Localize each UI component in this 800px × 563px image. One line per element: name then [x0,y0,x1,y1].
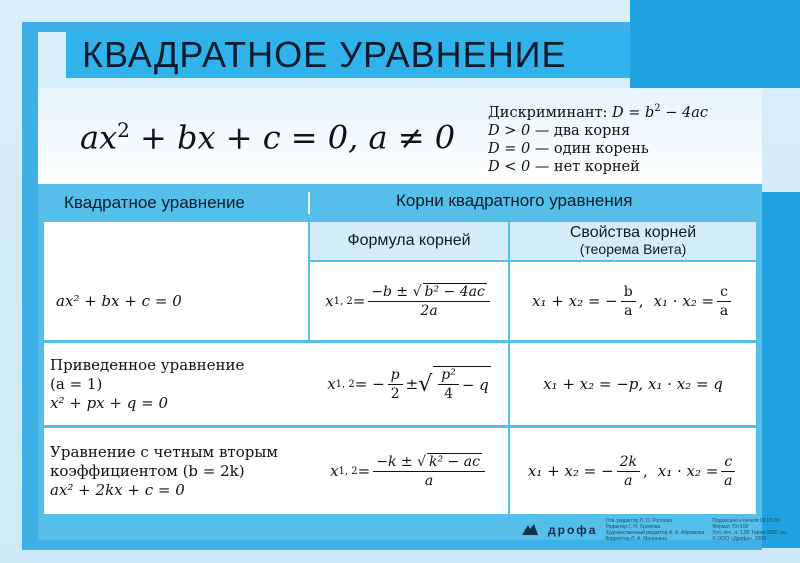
row2-x: x [327,375,336,393]
case-condition: D > 0 [488,122,531,139]
case-condition: D = 0 [488,140,531,157]
row3-line2: коэффициентом (b = 2k) [50,461,245,480]
discriminant-case [488,158,708,176]
row3-denominator [425,472,433,489]
row1-sep: , [638,292,644,310]
row2-rad-num: p² [438,367,459,385]
subheader-props-line2: (теорема Виета) [579,241,687,257]
row2-rad-frac [438,367,459,402]
case-condition: D < 0 [488,158,531,175]
credits-left [605,518,704,542]
table-row-2-equation [44,343,314,425]
sqrt-icon: √ [418,371,433,397]
row3-den-text: a [424,472,434,489]
discriminant-case [488,122,708,140]
row3-formula-cell [310,428,508,514]
row1-equation [50,292,182,311]
row1-eq: = [352,292,366,310]
header-divider [308,192,310,214]
row1-prod-frac [717,284,731,319]
row1-sum-den: a [624,302,633,319]
row3-num-pre: −k ± [376,453,418,470]
row2-rad-tail: − q [461,375,489,394]
row1-numerator [368,284,490,302]
row1-prod-num: c [717,284,731,302]
discriminant-label: Дискриминант: [488,104,613,121]
row1-x: x [325,292,334,310]
row2-line3: x² + px + q = 0 [50,393,168,412]
main-eq-condition: a ≠ 0 [368,118,456,157]
header-equation: Квадратное уравнение [64,193,245,212]
row3-x-sub: 1, 2 [338,465,358,477]
row3-vieta [528,454,738,489]
frame-corner-block [630,0,800,88]
row3-line1: Уравнение с четным вторым [50,442,278,461]
row3-prod-frac [721,454,735,489]
row2-vieta [543,375,723,393]
row2-vieta-cell [510,343,756,425]
row2-p-num: p [388,367,403,385]
row3-sum-frac [617,454,640,489]
row1-radicand-text: b² − 4ac [424,283,485,300]
row3-numerator [373,454,485,472]
row2-line2: (a = 1) [50,374,103,393]
row3-radicand [427,453,482,470]
row2-pm: ± [405,375,419,393]
row1-prod-den: a [719,302,729,319]
publisher-footer [520,518,788,542]
title-bar [66,32,630,78]
row3-fraction [373,454,485,489]
row3-left-text [50,443,278,500]
row1-den-text: 2a [420,302,438,319]
row2-radicand [433,366,491,402]
discriminant-formula-exp: 2 [654,103,661,114]
subheader-properties [510,222,756,260]
row2-vieta-text: x₁ + x₂ = −p, x₁ · x₂ = q [543,375,723,393]
subheader-formula [310,222,508,260]
main-eq-rest: + bx + c = 0, [129,118,369,157]
row1-formula-cell [310,262,508,340]
header-roots: Корни квадратного уравнения [396,191,633,210]
page-title: КВАДРАТНОЕ УРАВНЕНИЕ [82,34,567,75]
row3-sum: x₁ + x₂ = − [527,462,614,480]
row2-eq: = − [354,375,385,393]
row1-vieta [532,284,734,319]
credit-line: Редактор Г. Н. Хромова [605,524,661,530]
row3-eq: = [357,462,371,480]
credit-line: Корректор Л. А. Малинина [605,536,667,542]
row2-p-den: 2 [390,385,400,402]
row2-left-text [50,356,244,413]
row2-x-sub: 1, 2 [335,378,355,390]
row3-formula [330,454,488,489]
row3-sum-num: 2k [617,454,640,472]
publisher-name: дрофа [548,523,598,537]
discriminant-block [488,100,708,176]
main-eq-lhs: ax [80,118,118,157]
discriminant-formula-b: − 4ac [660,104,709,121]
table-row-3-equation [44,428,314,514]
discriminant-case [488,140,708,158]
row3-prod-den: a [724,472,733,489]
subheader-props-line1: Свойства корней [569,224,697,241]
credit-line: Усл. печ. л. 1,95 Тираж 5000 экз. [712,530,788,536]
row3-x: x [330,462,339,480]
subheader-formula-label: Формула корней [347,232,471,249]
row1-prod: x₁ · x₂ = [653,292,715,310]
row1-x-sub: 1, 2 [333,295,353,307]
row3-prod-num: c [721,454,735,472]
frame-right-stripe [762,192,800,548]
row1-sum-num: b [621,284,636,302]
row3-line3: ax² + 2kx + c = 0 [50,480,185,499]
sqrt-icon: √ [417,453,426,470]
credit-line: Отв. редактор Л. О. Рослова [605,518,672,524]
row3-prod: x₁ · x₂ = [657,462,719,480]
case-text: — один корень [530,140,649,157]
credit-line: Художественный редактор А. А. Абрамова [605,530,705,536]
row1-formula [325,284,493,319]
row2-line1: Приведенное уравнение [50,355,245,374]
credit-line: Формат 70×100 [712,524,749,530]
row3-sep: , [642,462,648,480]
drofa-logo-icon [520,523,540,537]
discriminant-formula [488,100,708,122]
case-text: — нет корней [530,158,640,175]
row1-equation-text: ax² + bx + c = 0 [56,291,182,310]
row1-vieta-cell [510,262,756,340]
credits-right [712,518,787,542]
frame-left-stripe [22,28,38,548]
row1-radicand [423,283,487,300]
row1-fraction [368,284,490,319]
row1-sum: x₁ + x₂ = − [532,292,618,310]
row2-rad-den: 4 [444,386,453,402]
row1-denominator [420,302,437,319]
row2-formula-cell [310,343,508,425]
row1-left-text [44,262,314,340]
discriminant-formula-a: D = b [612,104,655,121]
credit-line: © ООО «Дрофа», 2009 [712,536,766,542]
row2-p-frac [388,367,403,402]
row1-sum-frac [621,284,636,319]
row1-num-pre: −b ± [371,283,413,300]
row2-formula [327,366,491,402]
main-equation [80,118,455,157]
row3-vieta-cell [510,428,756,514]
credit-line: Подписано к печати 09.09.09 [712,518,780,524]
case-text: — два корня [530,122,631,139]
row3-radicand-text: k² − ac [429,453,480,470]
sqrt-icon: √ [412,283,422,300]
row3-sum-den: a [624,472,633,489]
main-eq-exp: 2 [117,118,130,142]
